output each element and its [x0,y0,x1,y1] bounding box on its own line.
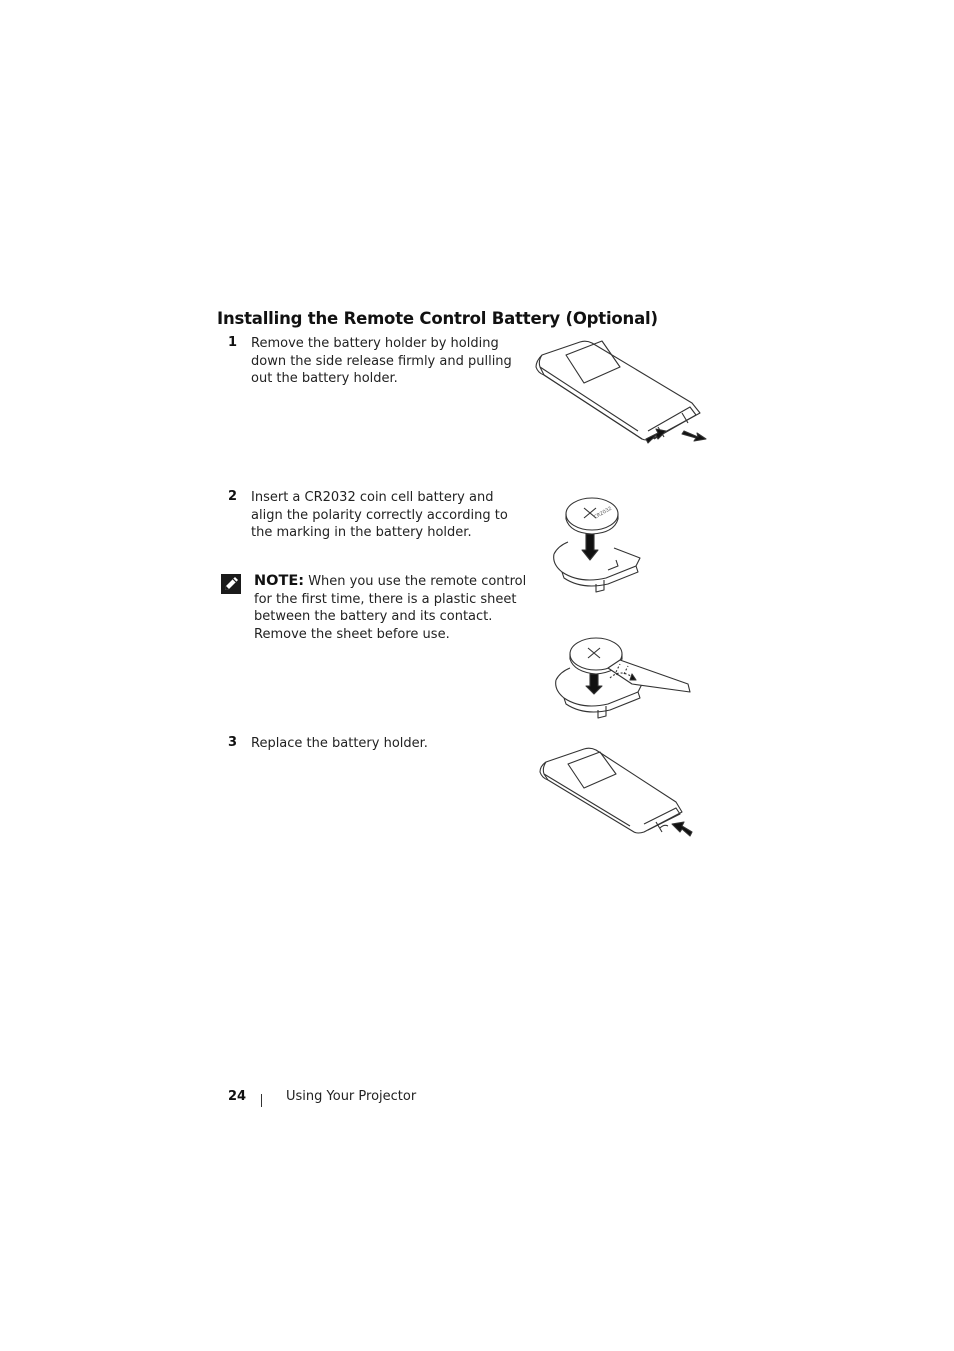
section-heading: Installing the Remote Control Battery (Optional) [217,309,658,328]
page-number: 24 [228,1089,247,1104]
pencil-note-icon [220,573,242,595]
step-2-text: Insert a CR2032 coin cell battery and align the polarity correctly according to the marking in the battery holder. [251,490,508,541]
plus-marking-icon [588,648,600,658]
battery-insert-illustration [548,488,646,596]
step-2-number: 2 [228,489,238,504]
note-body: When you use the remote control for the first time, there is a plastic sheet between the battery and its contact. Remove the sheet before use. [254,574,527,642]
insert-arrow-icon [582,534,598,560]
remote-remove-holder-illustration [530,335,715,450]
note-text [254,573,529,643]
chapter-title: Using Your Projector [286,1089,417,1104]
push-arrow-icon [672,822,692,836]
step-3-number: 3 [228,735,238,750]
step-3-text: Replace the battery holder. [251,736,428,751]
plastic-sheet-illustration [550,634,695,720]
step-1-number: 1 [228,335,238,350]
note-label: NOTE: [254,573,305,589]
remote-replace-holder-illustration [536,742,701,842]
step-1-text: Remove the battery holder by holding down the side release firmly and pulling out the battery holder. [251,336,512,387]
battery-marking: CR2032 [593,505,614,521]
pull-arrow-icon [682,431,706,441]
insert-arrow-icon [586,674,602,694]
plastic-sheet [608,660,690,692]
footer-divider [261,1094,262,1107]
